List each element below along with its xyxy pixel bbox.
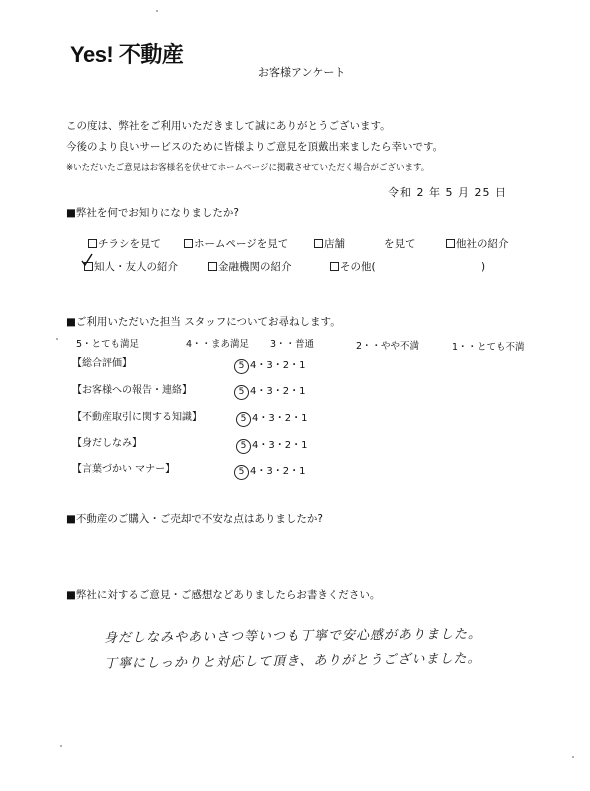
q3-heading: ■不動産のご購入・ご売却で不安な点はありましたか? [66,513,323,525]
checkbox-icon[interactable] [446,239,455,248]
intro-line-2: 今後のより良いサービスのために皆様よりご意見を頂戴出来ましたら幸いです。 [66,141,444,153]
rating-label-overall: 【総合評価】 [72,358,132,369]
option-homepage[interactable]: ホームページを見て [184,236,288,251]
checkbox-icon[interactable] [184,239,193,248]
answer-line-1: 身だしなみやあいさつ等いつも丁寧で安心感がありました。 [103,627,483,646]
rating-knowledge[interactable]: 5 4・3・2・1 [236,409,307,427]
selected-circle-icon[interactable]: 5 [234,359,249,374]
survey-date: 令和 2 年 5 月 25 日 [388,186,507,199]
rating-label-knowledge: 【不動産取引に関する知識】 [72,412,202,423]
check-mark-icon [81,253,93,267]
option-store[interactable]: 店舗 [314,236,345,251]
option-other-close: ) [481,261,486,273]
checkbox-icon[interactable] [314,239,323,248]
scale-5: 5・とても満足 [76,339,140,350]
option-acquaintance[interactable]: 知人・友人の紹介 [84,259,178,274]
q4-heading: ■弊社に対するご意見・ご感想などありましたらお書きください。 [66,589,381,601]
selected-circle-icon[interactable]: 5 [234,385,249,400]
rating-manners[interactable]: 5 4・3・2・1 [234,462,305,480]
rating-overall[interactable]: 5 4・3・2・1 [234,356,305,374]
rating-label-appearance: 【身だしなみ】 [72,438,142,449]
checkbox-icon[interactable] [208,262,217,271]
answer-line-2: 丁寧にしっかりと対応して頂き、ありがとうございました。 [103,651,482,672]
scale-3: 3・・普通 [270,339,315,350]
option-store-suffix: を見て [384,238,416,250]
option-flyer[interactable]: チラシを見て [88,236,161,251]
scale-2: 2・・やや不満 [356,341,420,352]
rating-label-report: 【お客様への報告・連絡】 [72,385,192,396]
option-other-company[interactable]: 他社の紹介 [446,236,509,251]
option-other[interactable]: その他( [330,259,376,274]
scale-4: 4・・まあ満足 [186,339,250,350]
scan-speck [572,756,574,758]
q2-heading: ■ご利用いただいた担当 スタッフについてお尋ねします。 [66,316,341,328]
scale-1: 1・・とても不満 [452,342,525,353]
scan-speck [56,338,58,340]
selected-circle-icon[interactable]: 5 [236,439,251,454]
checkbox-icon[interactable] [330,262,339,271]
selected-circle-icon[interactable]: 5 [234,465,249,480]
form-title: お客様アンケート [258,66,346,79]
q1-heading: ■弊社を何でお知りになりましたか? [66,207,239,219]
intro-line-1: この度は、弊社をご利用いただきまして誠にありがとうございます。 [66,120,391,132]
rating-appearance[interactable]: 5 4・3・2・1 [236,436,307,454]
company-logo: Yes! 不動産 [70,42,184,67]
scan-speck [60,745,62,747]
selected-circle-icon[interactable]: 5 [236,412,251,427]
scan-speck [156,10,158,12]
intro-note: ※いただいたご意見はお客様名を伏せてホームページに掲載させていただく場合がございます。 [66,163,430,173]
rating-label-manners: 【言葉づかい マナー】 [72,464,176,475]
rating-report[interactable]: 5 4・3・2・1 [234,382,305,400]
option-financial[interactable]: 金融機関の紹介 [208,259,292,274]
checkbox-icon[interactable] [88,239,97,248]
